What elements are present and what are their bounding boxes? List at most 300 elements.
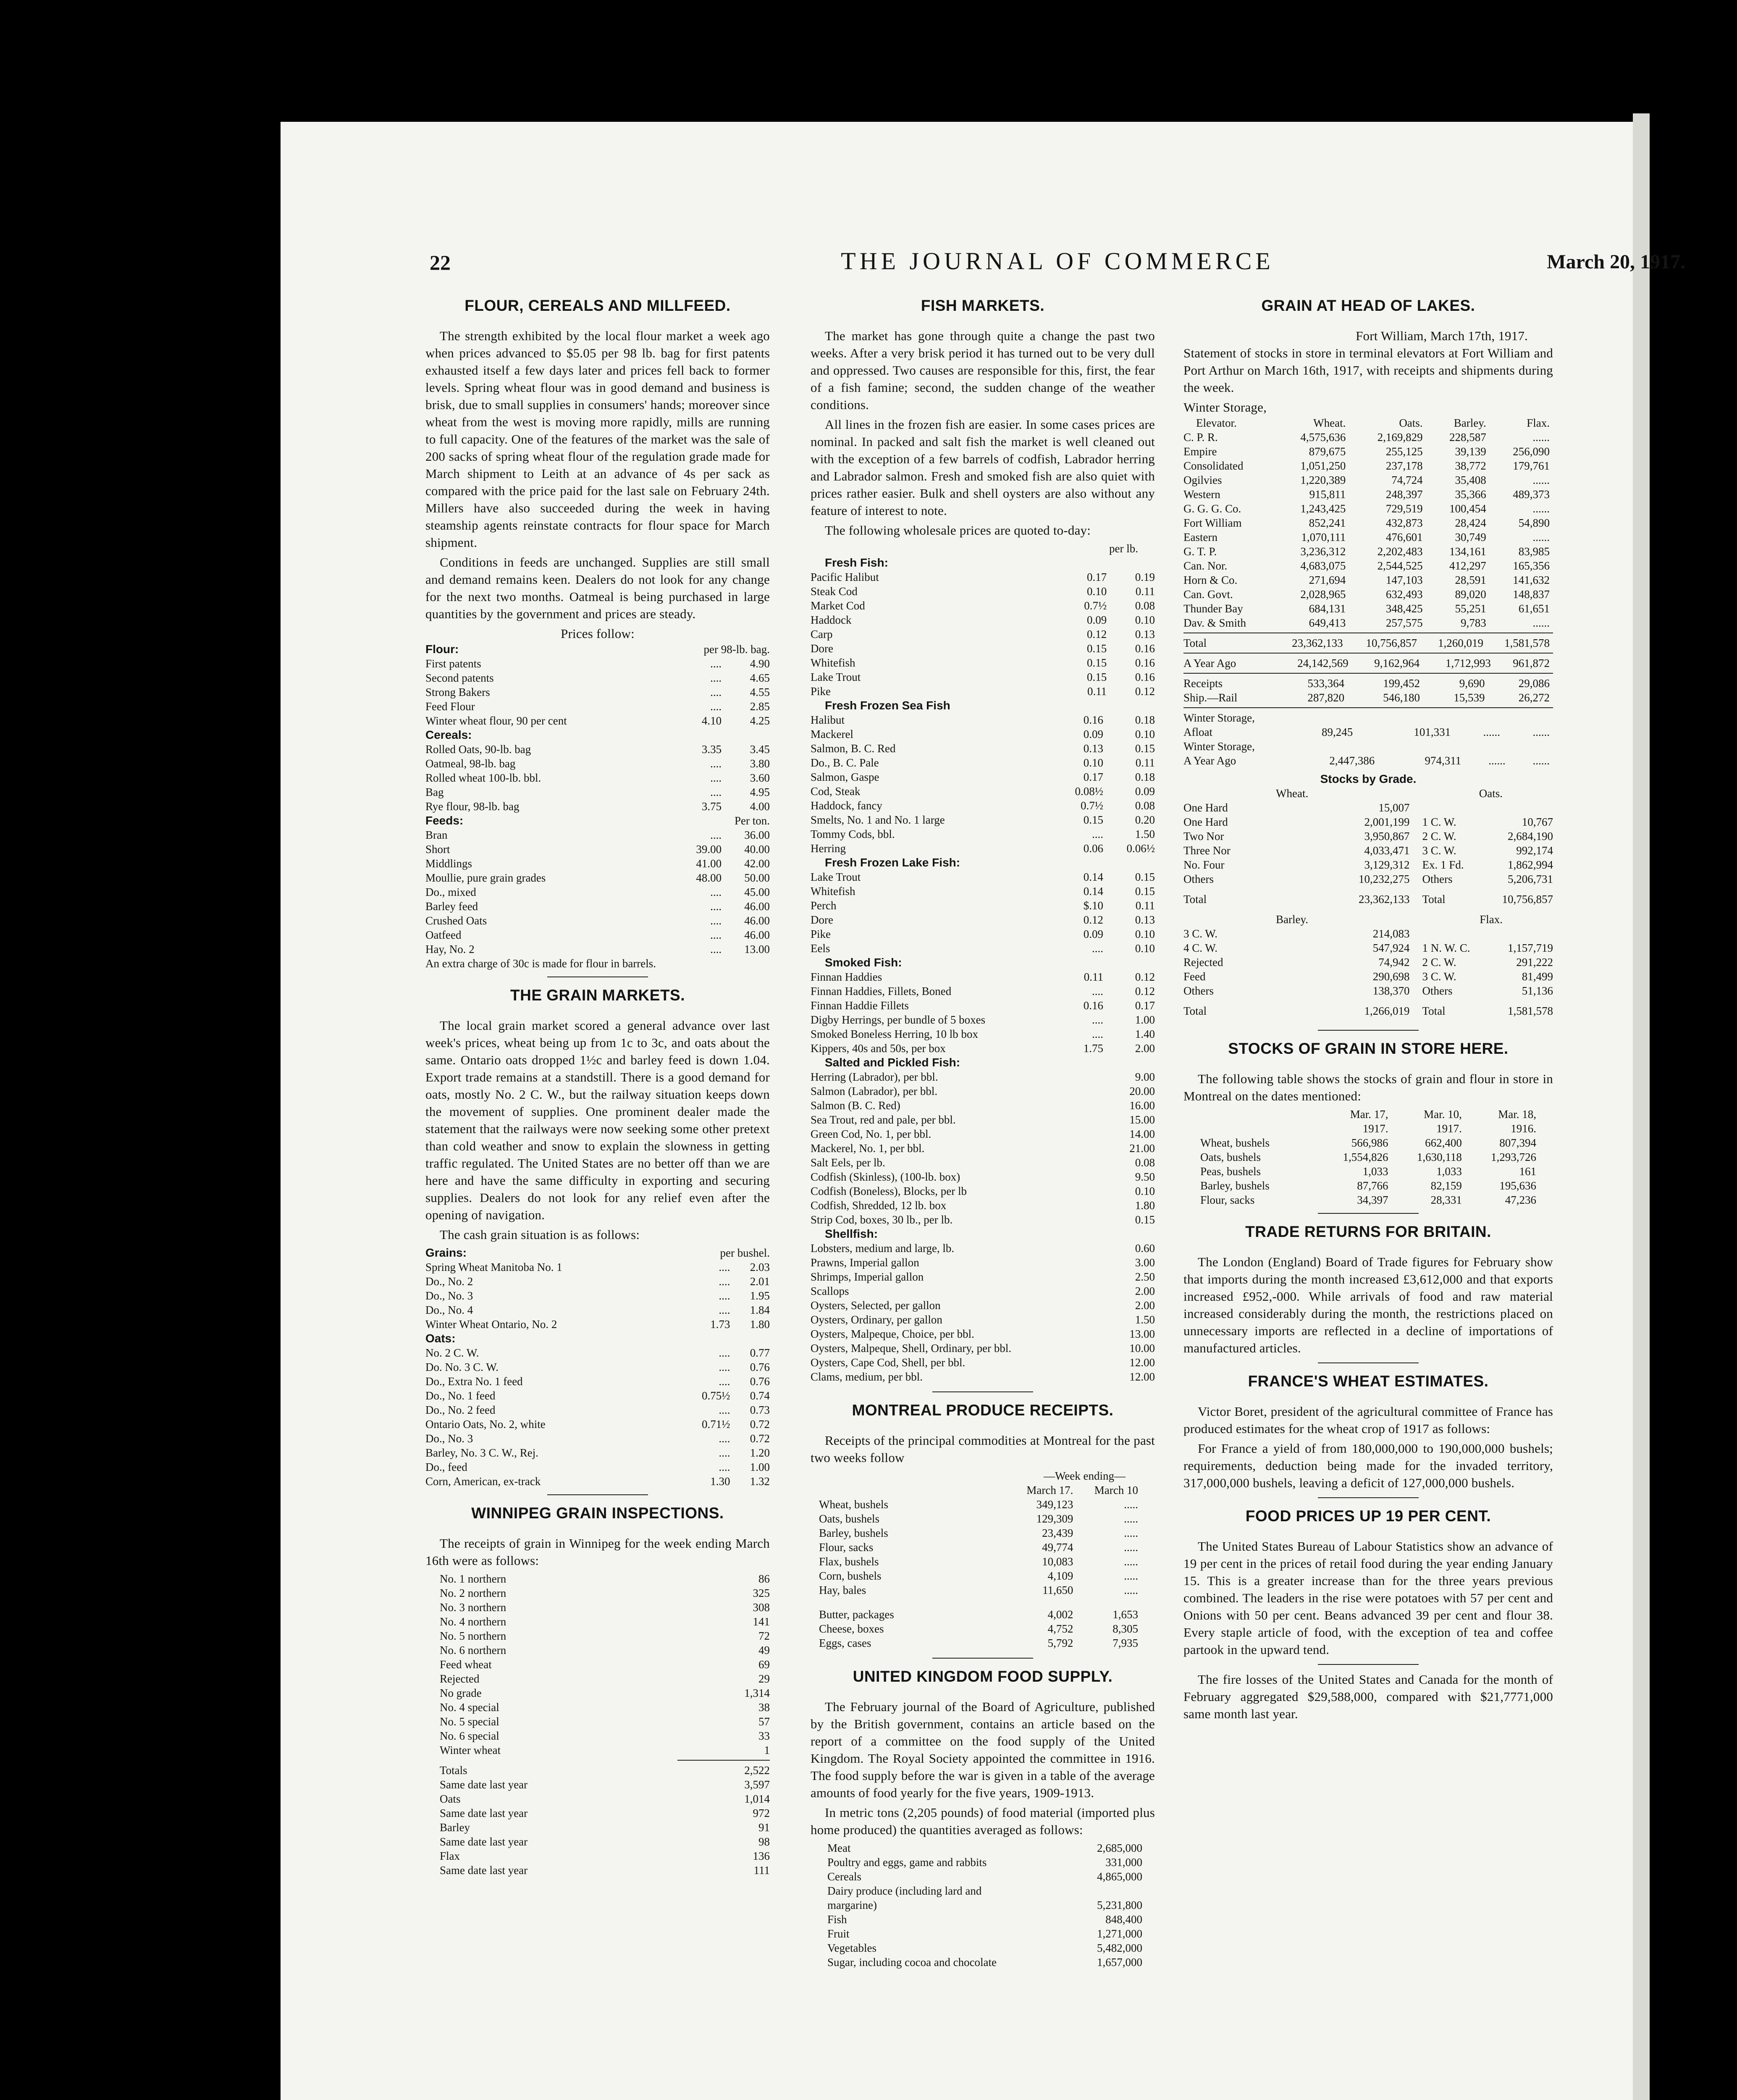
winnipeg-row xyxy=(440,1600,770,1614)
grade-row xyxy=(1183,872,1553,886)
elevator-total-cell: 10,756,857 xyxy=(1366,637,1417,649)
grade-cell: 3,950,867 xyxy=(1364,830,1410,843)
item-value: 2,522 xyxy=(744,1764,770,1777)
uk-food-row xyxy=(827,1855,1142,1869)
fish-name: Haddock, fancy xyxy=(811,799,882,812)
elevator-cell: 9,783 xyxy=(1461,617,1486,629)
commodity: Cheese, boxes xyxy=(819,1622,884,1635)
fish-price-low: 0.15 xyxy=(1086,656,1107,669)
fish-row xyxy=(811,598,1155,613)
winnipeg-total-row xyxy=(440,1849,770,1863)
flour-row xyxy=(425,671,770,685)
winnipeg-total-row xyxy=(440,1792,770,1806)
elevator-shipments-cell: 287,820 xyxy=(1307,691,1345,704)
fish-row xyxy=(811,841,1155,856)
item-name: Same date last year xyxy=(440,1864,528,1877)
uk-food-paragraph: The February journal of the Board of Agriculture, published by the British government, contains an article based on the report of a committee on the food supply of the United Kingdom. The Royal Society appointed the committee in 1916. The food supply before the war is given in a table of the average amounts of food yearly for the five years, 1909-1913. xyxy=(811,1699,1155,1800)
uk-food-row xyxy=(827,1869,1142,1884)
elevator-cell: 147,103 xyxy=(1385,574,1423,586)
item-value: 972 xyxy=(753,1807,770,1819)
fish-section-title: Fresh Frozen Sea Fish xyxy=(825,699,950,712)
fish-name: Pike xyxy=(811,928,831,940)
fish-price-high: 0.10 xyxy=(1135,614,1155,626)
grain-row xyxy=(425,1289,770,1303)
issue-date: March 20, 1917. xyxy=(1547,251,1685,273)
winnipeg-total-row xyxy=(440,1806,770,1820)
item-name: Meat xyxy=(827,1842,851,1854)
item-name: Hay, No. 2 xyxy=(425,943,475,956)
item-value: 4,865,000 xyxy=(1097,1870,1142,1883)
item-value: 2,685,000 xyxy=(1097,1842,1142,1854)
fish-row xyxy=(811,1213,1155,1227)
elevator-cell: Eastern xyxy=(1183,531,1217,543)
fish-price-table xyxy=(811,1070,1155,1227)
fish-price-high: 0.20 xyxy=(1135,814,1155,826)
elevator-cell: 2,028,965 xyxy=(1300,588,1346,601)
item-name: Spring Wheat Manitoba No. 1 xyxy=(425,1261,562,1273)
flour-price-table xyxy=(425,642,770,956)
winnipeg-row xyxy=(440,1657,770,1672)
elevator-total-table xyxy=(1183,636,1553,650)
fish-price-high: 0.60 xyxy=(1135,1242,1155,1255)
price-high: 2.85 xyxy=(750,700,770,713)
price-low: .... xyxy=(719,1375,730,1388)
oats-grade-label: Oats. xyxy=(1479,787,1503,800)
price-high: 42.00 xyxy=(744,857,770,870)
flour-paragraph-2: Conditions in feeds are unchanged. Supplies are still small and demand remains keen. Dealers do not look for any change for the next two months. Oatmeal is being purchased in large quantities by the government and prices are steady. xyxy=(425,555,770,621)
item-name: Do., No. 2 feed xyxy=(425,1404,496,1416)
price-high: 3.60 xyxy=(750,772,770,784)
elevator-cell: Thunder Bay xyxy=(1183,602,1243,615)
fish-price-low: 0.15 xyxy=(1086,642,1107,655)
fish-row xyxy=(811,798,1155,813)
elevator-cell: 489,373 xyxy=(1513,488,1550,501)
elevator-row xyxy=(1183,587,1553,601)
elevator-cell: 39,139 xyxy=(1455,445,1486,458)
fish-price-table xyxy=(811,870,1155,956)
barley-grade-row xyxy=(1183,969,1553,984)
fish-row xyxy=(811,1370,1155,1384)
elevator-row xyxy=(1183,601,1553,616)
price-low: 41.00 xyxy=(696,857,722,870)
flour-label: Flour: xyxy=(425,643,459,656)
fish-row xyxy=(811,1041,1155,1055)
elevator-cell: ...... xyxy=(1532,502,1550,515)
fish-price-high: 0.17 xyxy=(1135,999,1155,1012)
grade-cell: Three Nor xyxy=(1183,844,1231,857)
elevator-cell: Ogilvies xyxy=(1183,474,1222,486)
item-name: Cereals xyxy=(827,1870,861,1883)
receipts-mar10: ..... xyxy=(1124,1584,1138,1596)
oat-row xyxy=(425,1360,770,1374)
elevator-cell: G. G. G. Co. xyxy=(1183,502,1241,515)
price-high: 50.00 xyxy=(744,872,770,884)
fish-row xyxy=(811,827,1155,841)
fish-name: Dore xyxy=(811,642,833,655)
feed-row xyxy=(425,871,770,885)
fish-price-high: 0.12 xyxy=(1135,685,1155,698)
fish-price-table xyxy=(811,570,1155,698)
price-low: .... xyxy=(710,757,722,770)
elevator-col-header: Flax. xyxy=(1527,417,1550,429)
fish-row xyxy=(811,898,1155,913)
price-low: 3.35 xyxy=(701,743,722,756)
commodity: Flour, sacks xyxy=(819,1541,874,1554)
elevator-row xyxy=(1183,430,1553,444)
grains-unit: per bushel. xyxy=(720,1247,770,1259)
fish-price-high: 0.12 xyxy=(1135,985,1155,998)
elevator-cell: Dav. & Smith xyxy=(1183,617,1246,629)
fish-row xyxy=(811,1013,1155,1027)
item-name: Short xyxy=(425,843,450,856)
item-value: 1,271,000 xyxy=(1097,1927,1142,1940)
fish-row xyxy=(811,813,1155,827)
afloat-cell: Afloat xyxy=(1183,726,1212,738)
feeds-unit: Per ton. xyxy=(735,814,770,827)
receipts-mar17: 10,083 xyxy=(1042,1555,1073,1568)
winnipeg-row xyxy=(440,1714,770,1729)
grade-cell: 4,033,471 xyxy=(1364,844,1410,857)
elevator-year-ago-cell: 9,162,964 xyxy=(1374,657,1420,669)
grade-total-cell: 10,756,857 xyxy=(1502,893,1553,906)
store-year: 1917. xyxy=(1436,1122,1462,1135)
item-name: Do., No. 1 feed xyxy=(425,1389,496,1402)
prices-intro: Prices follow: xyxy=(561,626,635,641)
price-high: 3.80 xyxy=(750,757,770,770)
item-value: 38 xyxy=(758,1701,770,1714)
fish-row xyxy=(811,570,1155,584)
fish-price-high: 15.00 xyxy=(1129,1113,1155,1126)
fish-row xyxy=(811,756,1155,770)
receipts-row xyxy=(819,1554,1138,1569)
commodity: Eggs, cases xyxy=(819,1637,871,1649)
food-prices-paragraph: The United States Bureau of Labour Statistics show an advance of 19 per cent in the prices of retail food during the year ending January 15. This is a greater increase than for the three years previous combined. The leaders in the rise were potatoes with 57 per cent and Onions with 50 per cent. Beans advanced 39 per cent and flour 38. Every staple article of food, with the exception of tea and coffee partook in the upward tend. xyxy=(1183,1539,1553,1657)
grade-cell: Others xyxy=(1422,873,1453,885)
fish-price-low: 0.10 xyxy=(1083,756,1103,769)
price-low: .... xyxy=(719,1461,730,1473)
fish-name: Perch xyxy=(811,899,837,912)
winnipeg-row xyxy=(440,1629,770,1643)
item-value: 86 xyxy=(758,1572,770,1585)
grade-row xyxy=(1183,843,1553,858)
elevator-cell: 134,161 xyxy=(1449,545,1486,558)
winnipeg-total-row xyxy=(440,1820,770,1835)
item-name: Same date last year xyxy=(440,1778,528,1791)
fish-name: Salmon, B. C. Red xyxy=(811,742,896,755)
winnipeg-row xyxy=(440,1672,770,1686)
feed-row xyxy=(425,856,770,871)
barley-grade-row xyxy=(1183,941,1553,955)
oat-row xyxy=(425,1446,770,1460)
column-left xyxy=(425,288,770,1877)
price-low: .... xyxy=(719,1261,730,1273)
fish-name: Smoked Boneless Herring, 10 lb box xyxy=(811,1028,978,1040)
fish-name: Salmon (Labrador), per bbl. xyxy=(811,1085,938,1097)
elevator-receipts-cell: Receipts xyxy=(1183,677,1223,690)
price-high: 4.00 xyxy=(750,800,770,813)
fish-price-high: 0.08 xyxy=(1135,1156,1155,1169)
winnipeg-total-row xyxy=(440,1763,770,1777)
elevator-shipments xyxy=(1183,690,1553,705)
store-cell: 1,033 xyxy=(1362,1165,1388,1178)
fish-row xyxy=(811,998,1155,1013)
elevator-cell: 61,651 xyxy=(1518,602,1550,615)
price-low: .... xyxy=(719,1361,730,1373)
fish-row xyxy=(811,1255,1155,1270)
elevator-cell: 165,356 xyxy=(1513,559,1550,572)
fish-price-low: 0.15 xyxy=(1086,671,1107,683)
fish-price-high: 20.00 xyxy=(1129,1085,1155,1097)
item-value: 331,000 xyxy=(1105,1856,1142,1869)
fish-row xyxy=(811,1355,1155,1370)
fish-row xyxy=(811,713,1155,727)
barley-grade-cell: Others xyxy=(1422,984,1453,997)
fish-price-high: 12.00 xyxy=(1129,1356,1155,1369)
fish-price-high: 2.00 xyxy=(1135,1285,1155,1297)
oat-row xyxy=(425,1389,770,1403)
fish-name: Green Cod, No. 1, per bbl. xyxy=(811,1128,931,1140)
flour-row xyxy=(425,685,770,699)
year-ago-2-table xyxy=(1183,753,1553,768)
fish-price-low: 0.11 xyxy=(1084,971,1103,983)
stocks-store-table xyxy=(1200,1107,1536,1207)
commodity: Butter, packages xyxy=(819,1608,894,1621)
fish-name: Kippers, 40s and 50s, per box xyxy=(811,1042,946,1055)
elevator-cell: 141,632 xyxy=(1513,574,1550,586)
fish-name: Cod, Steak xyxy=(811,785,861,798)
barley-grade-cell: 74,942 xyxy=(1378,956,1410,969)
fish-row xyxy=(811,984,1155,998)
store-cell: 34,397 xyxy=(1357,1194,1388,1206)
price-high: 4.95 xyxy=(750,786,770,798)
fish-price-high: 0.13 xyxy=(1135,914,1155,926)
fish-row xyxy=(811,1113,1155,1127)
elevator-table xyxy=(1183,416,1553,630)
barley-grade-cell: 290,698 xyxy=(1372,970,1410,983)
fish-price-high: 0.16 xyxy=(1135,656,1155,669)
price-high: 46.00 xyxy=(744,914,770,927)
fish-price-low: .... xyxy=(1092,985,1103,998)
fish-price-low: 0.16 xyxy=(1083,999,1103,1012)
grade-cell: Two Nor xyxy=(1183,830,1224,843)
fish-row xyxy=(811,941,1155,956)
price-high: 1.95 xyxy=(750,1289,770,1302)
fish-price-high: 0.16 xyxy=(1135,671,1155,683)
receipts-mar17: 4,752 xyxy=(1047,1622,1073,1635)
price-high: 46.00 xyxy=(744,900,770,913)
price-low: .... xyxy=(710,943,722,956)
stocks-store-heading: STOCKS OF GRAIN IN STORE HERE. xyxy=(1228,1040,1509,1057)
item-value xyxy=(1076,1884,1142,1898)
barley-grade-cell: 2 C. W. xyxy=(1422,956,1456,969)
montreal-receipts-paragraph: Receipts of the principal commodities at Montreal for the past two weeks follow xyxy=(811,1433,1155,1465)
item-name: Do., No. 2 xyxy=(425,1275,473,1288)
item-value: 57 xyxy=(758,1715,770,1728)
item-name: Do., feed xyxy=(425,1461,467,1473)
fish-price-low: 0.14 xyxy=(1083,885,1103,898)
fish-name: Salt Eels, per lb. xyxy=(811,1156,885,1169)
elevator-cell: 476,601 xyxy=(1385,531,1423,543)
winnipeg-row xyxy=(440,1686,770,1700)
flour-heading: FLOUR, CEREALS AND MILLFEED. xyxy=(464,297,731,314)
fish-price-high: 0.18 xyxy=(1135,714,1155,726)
item-value: 49 xyxy=(758,1644,770,1656)
winnipeg-totals-table xyxy=(440,1763,770,1877)
year-ago-storage-cell: 2,447,386 xyxy=(1329,754,1375,767)
item-value: 5,231,800 xyxy=(1097,1899,1142,1911)
store-cell: 1,554,826 xyxy=(1343,1151,1388,1163)
store-row xyxy=(1200,1136,1536,1150)
price-low: .... xyxy=(710,929,722,941)
elevator-total-cell: 23,362,133 xyxy=(1292,637,1343,649)
receipts-mar10: 1,653 xyxy=(1113,1608,1138,1621)
grade-cell: 15,007 xyxy=(1378,801,1410,814)
grade-cell: One Hard xyxy=(1183,816,1228,828)
fish-section-title: Salted and Pickled Fish: xyxy=(825,1056,960,1069)
item-value: 69 xyxy=(758,1658,770,1671)
grade-cell: 5,206,731 xyxy=(1508,873,1553,885)
item-name: Rye flour, 98-lb. bag xyxy=(425,800,520,813)
price-low: .... xyxy=(719,1446,730,1459)
feed-row xyxy=(425,928,770,942)
store-cell: 1,293,726 xyxy=(1491,1151,1536,1163)
fish-price-high: 2.00 xyxy=(1135,1042,1155,1055)
cereals-label: Cereals: xyxy=(425,728,472,741)
fish-name: Whitefish xyxy=(811,656,855,669)
receipts-mar17: 4,109 xyxy=(1047,1570,1073,1582)
fish-name: Codfish (Boneless), Blocks, per lb xyxy=(811,1185,967,1197)
item-name: No grade xyxy=(440,1687,482,1699)
fish-price-low: 0.09 xyxy=(1083,728,1103,740)
barley-label: Barley. xyxy=(1276,913,1308,926)
grade-total-cell: Total xyxy=(1183,893,1207,906)
commodity: Wheat, bushels xyxy=(819,1498,888,1511)
fish-price-low: $.10 xyxy=(1083,899,1103,912)
item-name: Totals xyxy=(440,1764,467,1777)
fish-row xyxy=(811,641,1155,656)
fish-row xyxy=(811,741,1155,756)
cereal-row xyxy=(425,742,770,756)
elevator-cell: ...... xyxy=(1532,617,1550,629)
fish-row xyxy=(811,613,1155,627)
store-cell: 807,394 xyxy=(1499,1137,1536,1149)
item-name: Feed wheat xyxy=(440,1658,492,1671)
barley-grade-cell: Rejected xyxy=(1183,956,1223,969)
grain-row xyxy=(425,1274,770,1289)
elevator-year-ago-cell: A Year Ago xyxy=(1183,657,1236,669)
elevator-shipments-cell: 15,539 xyxy=(1454,691,1485,704)
item-name: Middlings xyxy=(425,857,472,870)
item-name: Dairy produce (including lard and xyxy=(827,1885,982,1897)
elevator-cell: 2,169,829 xyxy=(1377,431,1423,444)
grade-cell: No. Four xyxy=(1183,858,1225,871)
fish-row xyxy=(811,1327,1155,1341)
receipts-mar10: 8,305 xyxy=(1113,1622,1138,1635)
item-name: Do., No. 3 xyxy=(425,1432,473,1445)
elevator-year-ago-cell: 961,872 xyxy=(1513,657,1550,669)
fish-row xyxy=(811,784,1155,798)
price-low: 4.10 xyxy=(701,714,722,727)
elevator-cell: 348,425 xyxy=(1385,602,1423,615)
item-name: No. 6 special xyxy=(440,1730,499,1742)
fish-row xyxy=(811,670,1155,684)
elevator-cell: Consolidated xyxy=(1183,459,1244,472)
uk-food-row xyxy=(827,1884,1142,1898)
winter-storage-label: Winter Storage, xyxy=(1183,400,1267,415)
elevator-cell: 148,837 xyxy=(1513,588,1550,601)
receipts-mar17: 129,309 xyxy=(1036,1512,1073,1525)
elevator-cell: 271,694 xyxy=(1309,574,1346,586)
item-name: No. 1 northern xyxy=(440,1572,506,1585)
elevator-cell: 4,575,636 xyxy=(1300,431,1346,444)
fish-price-table xyxy=(811,713,1155,856)
price-low: 1.73 xyxy=(710,1318,730,1331)
elevator-cell: ...... xyxy=(1532,431,1550,444)
fish-price-high: 0.08 xyxy=(1135,599,1155,612)
price-high: 0.73 xyxy=(750,1404,770,1416)
item-name: Winter wheat flour, 90 per cent xyxy=(425,714,567,727)
grade-cell: 3,129,312 xyxy=(1364,858,1410,871)
winnipeg-row xyxy=(440,1643,770,1657)
fish-price-high: 0.15 xyxy=(1135,885,1155,898)
item-name: Poultry and eggs, game and rabbits xyxy=(827,1856,987,1869)
barley-grade-row xyxy=(1183,927,1553,941)
grade-cell: 2 C. W. xyxy=(1422,830,1456,843)
item-value: 98 xyxy=(758,1835,770,1848)
item-name: Do., mixed xyxy=(425,886,476,898)
price-high: 0.76 xyxy=(750,1361,770,1373)
price-low: 0.71½ xyxy=(701,1418,730,1431)
fish-row xyxy=(811,1284,1155,1298)
feeds-label: Feeds: xyxy=(425,814,464,827)
item-value: 3,597 xyxy=(744,1778,770,1791)
item-name: Barley, No. 3 C. W., Rej. xyxy=(425,1446,538,1459)
fish-name: Oysters, Selected, per gallon xyxy=(811,1299,941,1312)
fish-price-low: 0.16 xyxy=(1083,714,1103,726)
fish-price-low: 0.14 xyxy=(1083,871,1103,883)
barley-grade-cell xyxy=(1409,927,1487,941)
fish-name: Codfish (Skinless), (100-lb. box) xyxy=(811,1171,960,1183)
fish-name: Shrimps, Imperial gallon xyxy=(811,1270,924,1283)
receipts-mar17: 23,439 xyxy=(1042,1527,1073,1539)
receipts-mar17: 4,002 xyxy=(1047,1608,1073,1621)
elevator-cell: 89,020 xyxy=(1455,588,1486,601)
item-name: Rolled wheat 100-lb. bbl. xyxy=(425,772,541,784)
price-high: 36.00 xyxy=(744,829,770,841)
item-name: First patents xyxy=(425,657,481,670)
store-cell: Barley, bushels xyxy=(1200,1179,1270,1192)
item-name: Sugar, including cocoa and chocolate xyxy=(827,1956,997,1969)
fish-row xyxy=(811,584,1155,598)
page-number: 22 xyxy=(430,251,451,274)
cereal-row xyxy=(425,785,770,799)
price-high: 1.84 xyxy=(750,1304,770,1316)
grain-markets-paragraph-2: The cash grain situation is as follows: xyxy=(440,1227,640,1242)
elevator-cell: 54,890 xyxy=(1518,517,1550,529)
grain-price-table xyxy=(425,1246,770,1488)
stocks-store-paragraph: The following table shows the stocks of grain and flour in store in Montreal on the dates mentioned: xyxy=(1183,1071,1553,1103)
fish-row xyxy=(811,727,1155,741)
commodity: Barley, bushels xyxy=(819,1527,888,1539)
flax-label: Flax. xyxy=(1480,913,1503,926)
price-low: .... xyxy=(710,914,722,927)
afloat-cell: 101,331 xyxy=(1414,726,1451,738)
receipts-row xyxy=(819,1583,1138,1597)
newspaper-page xyxy=(281,122,1685,2100)
fish-row xyxy=(811,1141,1155,1155)
receipts-row xyxy=(819,1526,1138,1540)
item-name: Barley xyxy=(440,1821,470,1834)
